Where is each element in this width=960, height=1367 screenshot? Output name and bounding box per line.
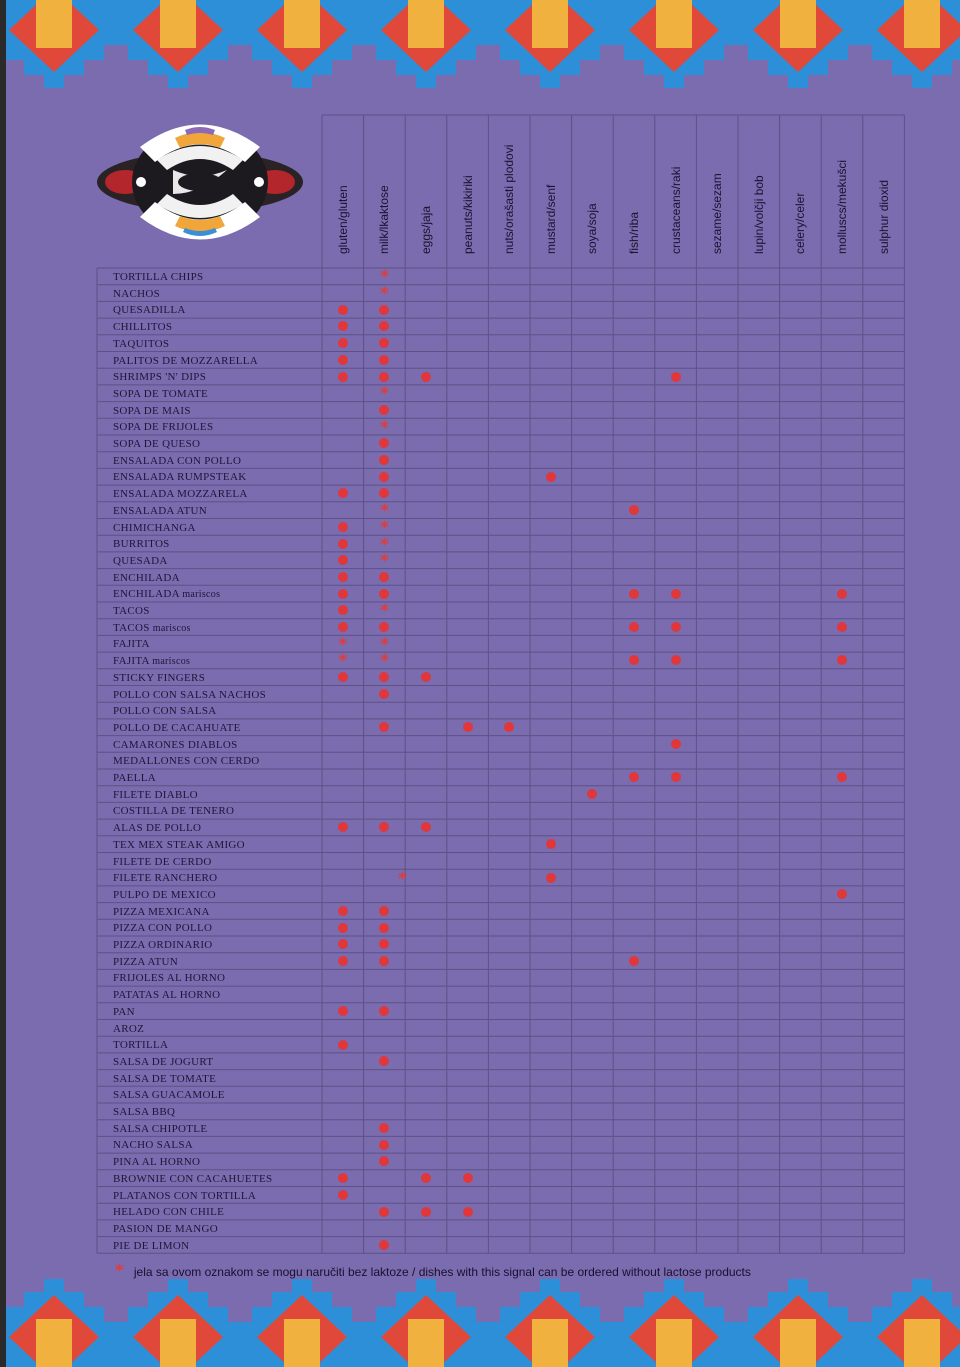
menu-item-name xyxy=(113,520,318,536)
allergen-dot-icon xyxy=(335,302,351,318)
menu-item-name xyxy=(113,753,318,769)
allergen-dot-icon xyxy=(418,819,434,835)
allergen-dot-icon xyxy=(335,602,351,618)
allergen-dot-icon xyxy=(418,1170,434,1186)
allergen-dot-icon xyxy=(335,920,351,936)
allergen-dot-icon xyxy=(376,920,392,936)
menu-item-label: PIE DE LIMON xyxy=(113,1239,190,1252)
menu-item-name xyxy=(113,954,318,970)
allergen-dot-icon xyxy=(335,619,351,635)
menu-item-label: SALSA BBQ xyxy=(113,1106,176,1118)
column-header-1: milk/lkaktose xyxy=(377,185,392,254)
allergen-dot-icon xyxy=(376,1137,392,1153)
menu-item-name xyxy=(113,319,318,335)
allergen-dot-icon xyxy=(376,1120,392,1136)
allergen-dot-icon xyxy=(626,652,642,668)
menu-item-name xyxy=(113,570,318,586)
menu-item-name xyxy=(113,920,318,936)
lactose-free-star-icon: * xyxy=(379,501,389,522)
menu-item-label: PIZZA MEXICANA xyxy=(113,905,210,918)
allergen-dot-icon xyxy=(335,552,351,568)
column-header-10: lupin/volčji bob xyxy=(751,175,766,254)
menu-item-label: MEDALLONES CON CERDO xyxy=(113,755,260,768)
menu-item-name xyxy=(113,1121,318,1137)
menu-item-name xyxy=(113,453,318,469)
allergen-dot-icon xyxy=(376,586,392,602)
menu-item-name xyxy=(113,653,318,669)
footnote-text: jela sa ovom oznakom se mogu naručiti bez laktoze / dishes with this signal can be ordered without lactose products xyxy=(133,1265,751,1279)
allergen-dot-icon xyxy=(335,1187,351,1203)
allergen-dot-icon xyxy=(626,502,642,518)
menu-item-label: SOPA DE QUESO xyxy=(113,438,201,450)
menu-item-name xyxy=(113,486,318,502)
allergen-dot-icon xyxy=(834,769,850,785)
allergen-dot-icon xyxy=(376,318,392,334)
menu-item-label: SHRIMPS 'N' DIPS xyxy=(113,371,207,384)
allergen-dot-icon xyxy=(335,1170,351,1186)
menu-item-label: ENCHILADA xyxy=(113,571,180,584)
menu-item-label: ENSALADA CON POLLO xyxy=(113,454,242,467)
menu-item-label: FAJITA xyxy=(113,655,150,668)
menu-item-label: POLLO CON SALSA xyxy=(113,705,217,718)
menu-item-name xyxy=(113,403,318,419)
allergen-dot-icon xyxy=(834,652,850,668)
menu-item-label: FILETE DIABLO xyxy=(113,788,198,801)
allergen-dot-icon xyxy=(668,769,684,785)
menu-item-label: PLATANOS CON TORTILLA xyxy=(113,1189,257,1202)
menu-item-name xyxy=(113,820,318,836)
menu-item-label: TORTILLA xyxy=(113,1039,169,1052)
menu-item-label: FRIJOLES AL HORNO xyxy=(113,972,226,985)
lactose-free-star-icon: * xyxy=(379,384,389,405)
allergen-dot-icon xyxy=(834,586,850,602)
menu-item-name xyxy=(113,870,318,886)
lactose-free-star-icon: * xyxy=(115,1261,124,1281)
lactose-free-star-icon: * xyxy=(397,868,407,889)
menu-item-label: PINA AL HORNO xyxy=(113,1156,201,1169)
allergen-dot-icon xyxy=(376,1153,392,1169)
allergen-dot-icon xyxy=(626,953,642,969)
allergen-dot-icon xyxy=(834,886,850,902)
menu-item-name xyxy=(113,336,318,352)
allergen-dot-icon xyxy=(376,569,392,585)
allergen-dot-icon xyxy=(335,1003,351,1019)
menu-item-label: SALSA CHIPOTLE xyxy=(113,1122,208,1135)
menu-item-name xyxy=(113,687,318,703)
menu-item-label: PIZZA CON POLLO xyxy=(113,922,213,935)
menu-item-name xyxy=(113,620,318,636)
allergen-dot-icon xyxy=(376,669,392,685)
menu-item-label: HELADO CON CHILE xyxy=(113,1206,225,1219)
column-header-5: mustard/senf xyxy=(543,184,558,254)
allergen-dot-icon xyxy=(668,586,684,602)
menu-item-name xyxy=(113,1238,318,1254)
column-header-9: sezame/sezam xyxy=(710,173,725,254)
menu-item-name xyxy=(113,1021,318,1037)
allergen-dot-icon xyxy=(335,519,351,535)
allergen-dot-icon xyxy=(335,669,351,685)
allergen-dot-icon xyxy=(668,369,684,385)
menu-item-sublabel: mariscos xyxy=(152,656,191,668)
menu-item-label: FILETE DE CERDO xyxy=(113,855,212,868)
menu-item-label: PATATAS AL HORNO xyxy=(113,989,221,1002)
allergen-dot-icon xyxy=(376,352,392,368)
allergen-dot-icon xyxy=(376,1237,392,1253)
menu-item-name xyxy=(113,586,318,602)
menu-item-label: SALSA DE TOMATE xyxy=(113,1072,217,1085)
allergen-dot-icon xyxy=(335,819,351,835)
allergen-dot-icon xyxy=(376,469,392,485)
menu-item-label: PAELLA xyxy=(113,772,156,784)
menu-item-label: BURRITOS xyxy=(113,538,170,551)
allergen-dot-icon xyxy=(376,1003,392,1019)
allergen-dot-icon xyxy=(543,469,559,485)
allergen-dot-icon xyxy=(335,586,351,602)
menu-item-name xyxy=(113,887,318,903)
allergen-dot-icon xyxy=(460,719,476,735)
menu-item-name xyxy=(113,1037,318,1053)
menu-item-name xyxy=(113,353,318,369)
column-header-3: peanuts/kikiriki xyxy=(460,175,475,254)
column-header-13: sulphur dioxid xyxy=(876,179,891,254)
menu-item-name xyxy=(113,987,318,1003)
allergen-dot-icon xyxy=(376,369,392,385)
lactose-free-star-icon: * xyxy=(379,284,389,305)
menu-item-label: TORTILLA CHIPS xyxy=(113,271,204,283)
allergen-dot-icon xyxy=(668,619,684,635)
allergen-dot-icon xyxy=(834,619,850,635)
allergen-dot-icon xyxy=(335,369,351,385)
menu-item-name xyxy=(113,737,318,753)
lactose-free-star-icon: * xyxy=(379,267,389,288)
allergen-dot-icon xyxy=(376,719,392,735)
lactose-free-star-icon: * xyxy=(379,634,389,655)
menu-item-name xyxy=(113,536,318,552)
allergen-dot-icon xyxy=(543,870,559,886)
allergen-dot-icon xyxy=(376,452,392,468)
allergen-dot-icon xyxy=(460,1170,476,1186)
allergen-dot-icon xyxy=(335,903,351,919)
menu-item-label: SALSA GUACAMOLE xyxy=(113,1089,225,1102)
menu-item-label: PIZZA ATUN xyxy=(113,955,179,968)
lactose-free-star-icon: * xyxy=(379,551,389,572)
lactose-free-star-icon: * xyxy=(338,651,348,672)
allergen-dot-icon xyxy=(335,318,351,334)
allergen-dot-icon xyxy=(460,1204,476,1220)
menu-item-label: BROWNIE CON CACAHUETES xyxy=(113,1172,273,1185)
menu-item-name xyxy=(113,1054,318,1070)
menu-item-name xyxy=(113,302,318,318)
menu-item-label: SOPA DE TOMATE xyxy=(113,387,209,400)
lactose-free-star-icon: * xyxy=(379,534,389,555)
allergen-dot-icon xyxy=(335,1037,351,1053)
menu-item-label: AROZ xyxy=(113,1022,145,1035)
menu-item-name xyxy=(113,703,318,719)
allergen-dot-icon xyxy=(376,819,392,835)
menu-item-label: PASION DE MANGO xyxy=(113,1222,218,1235)
menu-item-label: NACHO SALSA xyxy=(113,1139,194,1152)
allergen-dot-icon xyxy=(376,335,392,351)
allergen-dot-icon xyxy=(376,619,392,635)
lactose-free-star-icon: * xyxy=(379,517,389,538)
menu-item-label: PAN xyxy=(113,1005,135,1018)
menu-item-name xyxy=(113,1171,318,1187)
menu-item-label: CHILLITOS xyxy=(113,321,173,334)
menu-item-label: SOPA DE MAIS xyxy=(113,404,191,417)
menu-item-name xyxy=(113,670,318,686)
menu-item-name xyxy=(113,1188,318,1204)
lactose-free-star-icon: * xyxy=(338,634,348,655)
menu-item-label: CHIMICHANGA xyxy=(113,521,196,534)
menu-item-label: COSTILLA DE TENERO xyxy=(113,805,235,818)
allergen-dot-icon xyxy=(626,769,642,785)
allergen-dot-icon xyxy=(584,786,600,802)
allergen-dot-icon xyxy=(376,936,392,952)
menu-item-label: TACOS xyxy=(113,605,150,617)
column-header-0: gluten/gluten xyxy=(335,185,350,254)
menu-item-name xyxy=(113,1204,318,1220)
menu-item-label: POLLO DE CACAHUATE xyxy=(113,721,241,734)
menu-item-label: TEX MEX STEAK AMIGO xyxy=(113,838,245,851)
allergen-dot-icon xyxy=(376,1053,392,1069)
menu-item-name xyxy=(113,720,318,736)
allergen-dot-icon xyxy=(418,669,434,685)
column-header-8: crustaceans/raki xyxy=(668,166,683,254)
allergen-dot-icon xyxy=(376,953,392,969)
menu-item-label: TACOS xyxy=(113,621,150,634)
allergen-dot-icon xyxy=(668,736,684,752)
allergen-dot-icon xyxy=(376,435,392,451)
menu-item-label: POLLO CON SALSA NACHOS xyxy=(113,688,266,701)
menu-item-name xyxy=(113,970,318,986)
menu-item-label: SALSA DE JOGURT xyxy=(113,1055,214,1068)
allergen-dot-icon xyxy=(335,352,351,368)
allergen-dot-icon xyxy=(543,836,559,852)
menu-item-label: PULPO DE MEXICO xyxy=(113,888,216,901)
lactose-free-star-icon: * xyxy=(379,417,389,438)
menu-item-name xyxy=(113,904,318,920)
column-header-12: molluscs/mekušci xyxy=(835,159,849,254)
allergen-dot-icon xyxy=(376,302,392,318)
menu-item-name xyxy=(113,636,318,652)
menu-item-name xyxy=(113,436,318,452)
menu-item-label: QUESADILLA xyxy=(113,304,186,317)
lactose-free-star-icon: * xyxy=(379,651,389,672)
menu-item-name xyxy=(113,603,318,619)
menu-item-name xyxy=(113,1087,318,1103)
allergen-dot-icon xyxy=(335,936,351,952)
lactose-footnote xyxy=(115,1262,875,1280)
menu-item-label: PIZZA ORDINARIO xyxy=(113,939,213,951)
allergen-dot-icon xyxy=(335,485,351,501)
allergen-dot-icon xyxy=(335,536,351,552)
allergen-dot-icon xyxy=(335,335,351,351)
allergen-dot-icon xyxy=(376,903,392,919)
menu-item-label: FILETE RANCHERO xyxy=(113,872,218,885)
column-header-6: soya/soja xyxy=(585,203,600,254)
menu-item-label: SOPA DE FRIJOLES xyxy=(113,421,214,434)
menu-item-name xyxy=(113,803,318,819)
allergen-dot-icon xyxy=(418,369,434,385)
menu-item-name xyxy=(113,937,318,953)
menu-item-name xyxy=(113,1071,318,1087)
column-header-11: celery/celer xyxy=(793,192,808,254)
lactose-free-star-icon: * xyxy=(379,601,389,622)
column-header-2: eggs/jaja xyxy=(419,205,433,254)
menu-item-name xyxy=(113,269,318,285)
menu-item-label: STICKY FINGERS xyxy=(113,671,206,684)
menu-item-name xyxy=(113,386,318,402)
menu-item-name xyxy=(113,369,318,385)
allergen-dot-icon xyxy=(376,686,392,702)
menu-item-label: ENSALADA MOZZARELA xyxy=(113,488,248,501)
allergen-dot-icon xyxy=(376,1204,392,1220)
allergen-dot-icon xyxy=(335,953,351,969)
menu-item-label: PALITOS DE MOZZARELLA xyxy=(113,354,259,367)
menu-item-label: CAMARONES DIABLOS xyxy=(113,738,238,751)
menu-item-name xyxy=(113,553,318,569)
menu-item-label: ALAS DE POLLO xyxy=(113,822,202,835)
allergen-dot-icon xyxy=(376,402,392,418)
menu-item-label: QUESADA xyxy=(113,554,168,567)
menu-item-name xyxy=(113,286,318,302)
allergen-dot-icon xyxy=(668,652,684,668)
column-header-7: fish/riba xyxy=(627,211,641,254)
menu-item-label: ENSALADA ATUN xyxy=(113,504,208,517)
menu-item-label: FAJITA xyxy=(113,638,150,651)
menu-item-name xyxy=(113,837,318,853)
menu-item-name xyxy=(113,787,318,803)
menu-item-name xyxy=(113,1004,318,1020)
menu-item-label: ENSALADA RUMPSTEAK xyxy=(113,471,247,484)
menu-item-label: ENCHILADA xyxy=(113,588,180,601)
allergen-dot-icon xyxy=(376,485,392,501)
menu-item-name xyxy=(113,1137,318,1153)
menu-item-name xyxy=(113,854,318,870)
column-header-4: nuts/orašasti plodovi xyxy=(502,144,517,254)
menu-item-name xyxy=(113,469,318,485)
allergen-dot-icon xyxy=(626,586,642,602)
menu-item-name xyxy=(113,1154,318,1170)
menu-item-sublabel: mariscos xyxy=(152,622,191,634)
allergen-dot-icon xyxy=(501,719,517,735)
menu-item-sublabel: mariscos xyxy=(182,589,221,601)
menu-item-label: NACHOS xyxy=(113,287,161,300)
allergen-dot-icon xyxy=(335,569,351,585)
menu-item-name xyxy=(113,1221,318,1237)
menu-item-label: TAQUITOS xyxy=(113,337,170,350)
menu-item-name xyxy=(113,1104,318,1120)
menu-item-name xyxy=(113,419,318,435)
menu-item-name xyxy=(113,503,318,519)
allergen-dot-icon xyxy=(418,1204,434,1220)
menu-item-name xyxy=(113,770,318,786)
allergen-dot-icon xyxy=(626,619,642,635)
